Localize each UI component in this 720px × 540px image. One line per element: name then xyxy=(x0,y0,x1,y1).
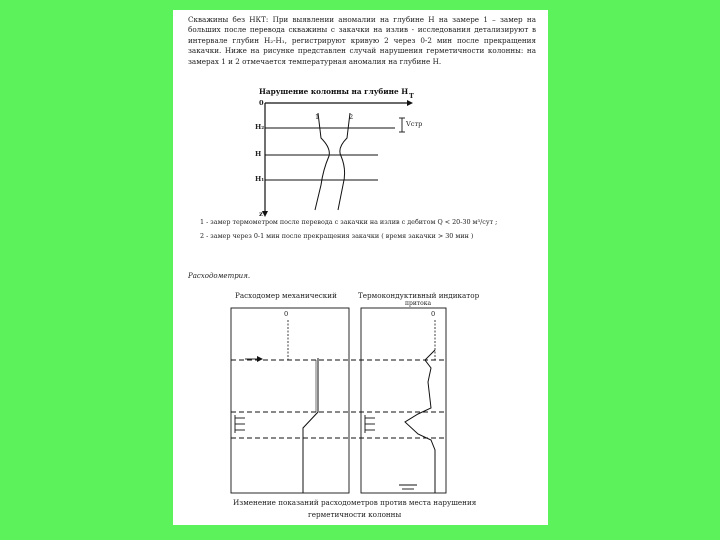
right-panel-title: Термокондуктивный индикатор xyxy=(358,291,480,300)
vstr-label: Vстр xyxy=(406,120,423,128)
section-title: Расходометрия. xyxy=(188,272,251,280)
legend-line-2: 2 - замер через 0-1 мин после прекращения закачки ( время закачки > 30 мин ) xyxy=(200,232,474,240)
diagram1-title: Нарушение колонны на глубине Н xyxy=(259,87,409,96)
axis-z-label: z xyxy=(259,210,263,218)
left-panel-title: Расходомер механический xyxy=(235,291,337,300)
diagram2-caption-line1: Изменение показаний расходометров против места нарушения xyxy=(233,498,477,507)
depth-label-h: Н xyxy=(255,150,262,158)
right-panel-subtitle: притока xyxy=(405,300,432,307)
intro-paragraph: Скважины без НКТ: При выявлении аномалии на глубине Н на замере 1 – замер на больших после перевода скважины с закачки на излив - исследования детализируют в интервале глубин Н₂-Н₁, регистрируют кривую 2 через 0-2 мин после прекращения закачки. Ниже на рисунке представлен случай нарушения герметичности колонны: на замерах 1 и 2 отмечается температурная аномалия на глубине Н. xyxy=(188,15,536,66)
right-panel-frame xyxy=(361,308,446,493)
diagram2-caption-line2: герметичности колонны xyxy=(308,510,402,519)
axis-t-label: T xyxy=(409,92,414,100)
curve-label-2: 2 xyxy=(349,113,354,121)
legend-line-1: 1 - замер термометром после перевода с закачки на излив с дебитом Q < 20-30 м³/сут ; xyxy=(200,218,498,226)
depth-label-h2: Н₂ xyxy=(255,123,265,131)
left-panel-frame xyxy=(231,308,349,493)
axis-origin-label: 0 xyxy=(259,99,264,107)
document-page xyxy=(173,10,548,525)
right-flow-curve xyxy=(405,350,435,493)
perforation-marks-right xyxy=(365,415,375,433)
flowmeter-diagram xyxy=(173,10,548,525)
perforation-marks-left xyxy=(235,415,245,433)
curve-label-1: 1 xyxy=(315,113,320,121)
right-zero-label: 0 xyxy=(431,310,436,318)
left-zero-label: 0 xyxy=(284,310,289,318)
depth-label-h1: Н₁ xyxy=(255,175,265,183)
